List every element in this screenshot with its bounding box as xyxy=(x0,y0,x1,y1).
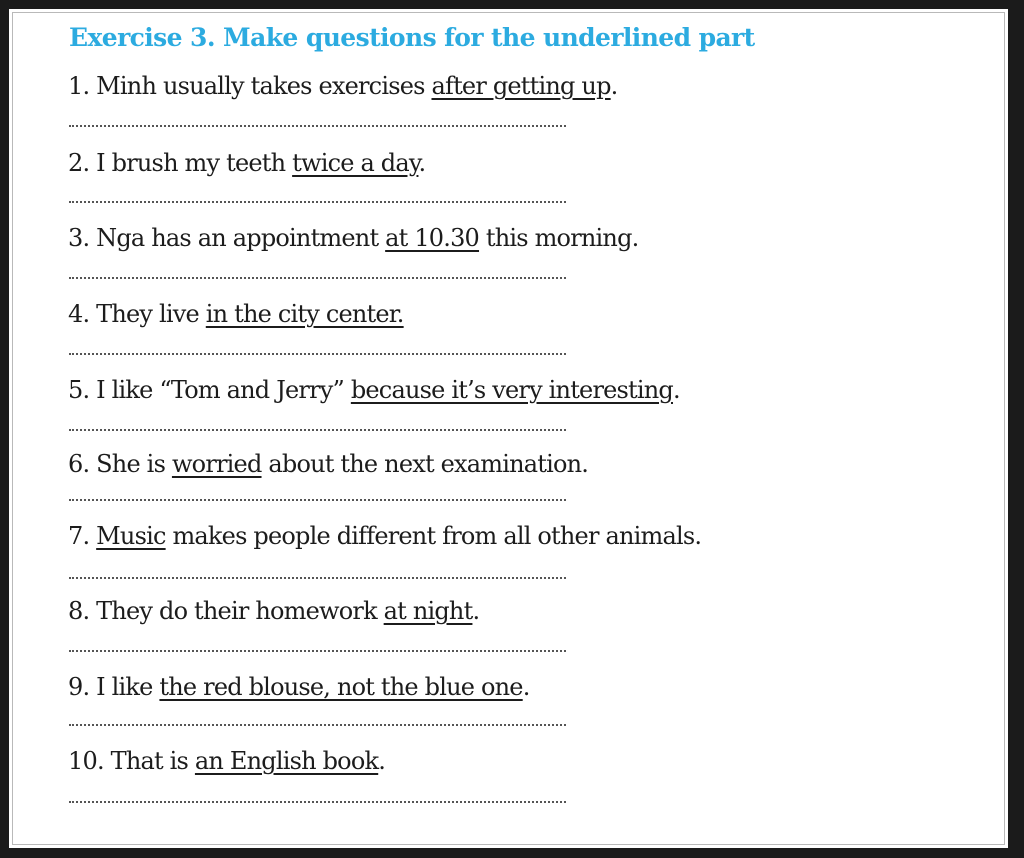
underlined-part: an English book xyxy=(194,747,379,775)
answer-line-3[interactable] xyxy=(69,277,566,279)
sentence-after: about the next examination. xyxy=(268,450,589,478)
sentence-after: this morning. xyxy=(485,224,639,252)
answer-line-8[interactable] xyxy=(69,650,566,652)
sentence-before: She is xyxy=(96,450,166,478)
sentence-before: Nga has an appointment xyxy=(96,224,379,252)
question-1 xyxy=(68,71,617,101)
sentence-after: . xyxy=(378,747,386,775)
underlined-part: Music xyxy=(96,522,166,550)
answer-line-10[interactable] xyxy=(69,801,566,803)
sentence-before: I like xyxy=(96,673,153,701)
question-2 xyxy=(68,148,425,178)
answer-line-5[interactable] xyxy=(69,429,566,431)
underlined-part: at night xyxy=(383,597,473,625)
question-3 xyxy=(68,223,638,253)
sentence-after: makes people different from all other animals. xyxy=(172,522,702,550)
question-number: 2. xyxy=(68,149,90,177)
underlined-part: worried xyxy=(171,450,262,478)
underlined-part: in the city center. xyxy=(205,300,404,328)
sentence-after: . xyxy=(418,149,426,177)
exercise-title: Exercise 3. Make questions for the underlined part xyxy=(69,23,755,52)
question-number: 7. xyxy=(68,522,90,550)
question-8 xyxy=(68,596,479,626)
question-7 xyxy=(68,521,701,551)
answer-line-9[interactable] xyxy=(69,724,566,726)
sentence-after: . xyxy=(472,597,480,625)
answer-line-1[interactable] xyxy=(69,125,566,127)
answer-line-4[interactable] xyxy=(69,353,566,355)
question-number: 1. xyxy=(68,72,90,100)
answer-line-2[interactable] xyxy=(69,201,566,203)
sentence-before: They do their homework xyxy=(96,597,377,625)
underlined-part: because it’s very interesting xyxy=(350,376,673,404)
question-number: 9. xyxy=(68,673,90,701)
question-10 xyxy=(68,746,385,776)
answer-line-6[interactable] xyxy=(69,499,566,501)
question-number: 6. xyxy=(68,450,90,478)
sentence-after: . xyxy=(522,673,530,701)
sentence-before: I like “Tom and Jerry” xyxy=(96,376,344,404)
sentence-before: That is xyxy=(110,747,189,775)
underlined-part: the red blouse, not the blue one xyxy=(159,673,523,701)
question-number: 10. xyxy=(68,747,104,775)
question-number: 8. xyxy=(68,597,90,625)
sentence-after: . xyxy=(610,72,618,100)
question-number: 4. xyxy=(68,300,90,328)
underlined-part: twice a day xyxy=(292,149,419,177)
question-6 xyxy=(68,449,588,479)
question-9 xyxy=(68,672,530,702)
sentence-before: Minh usually takes exercises xyxy=(96,72,425,100)
sentence-after: . xyxy=(673,376,680,404)
sentence-before: They live xyxy=(96,300,199,328)
question-number: 3. xyxy=(68,224,90,252)
question-number: 5. xyxy=(68,376,90,404)
question-4 xyxy=(68,299,404,329)
answer-line-7[interactable] xyxy=(69,577,566,579)
underlined-part: after getting up xyxy=(431,72,611,100)
question-5 xyxy=(68,375,680,405)
underlined-part: at 10.30 xyxy=(385,224,480,252)
sentence-before: I brush my teeth xyxy=(96,149,286,177)
